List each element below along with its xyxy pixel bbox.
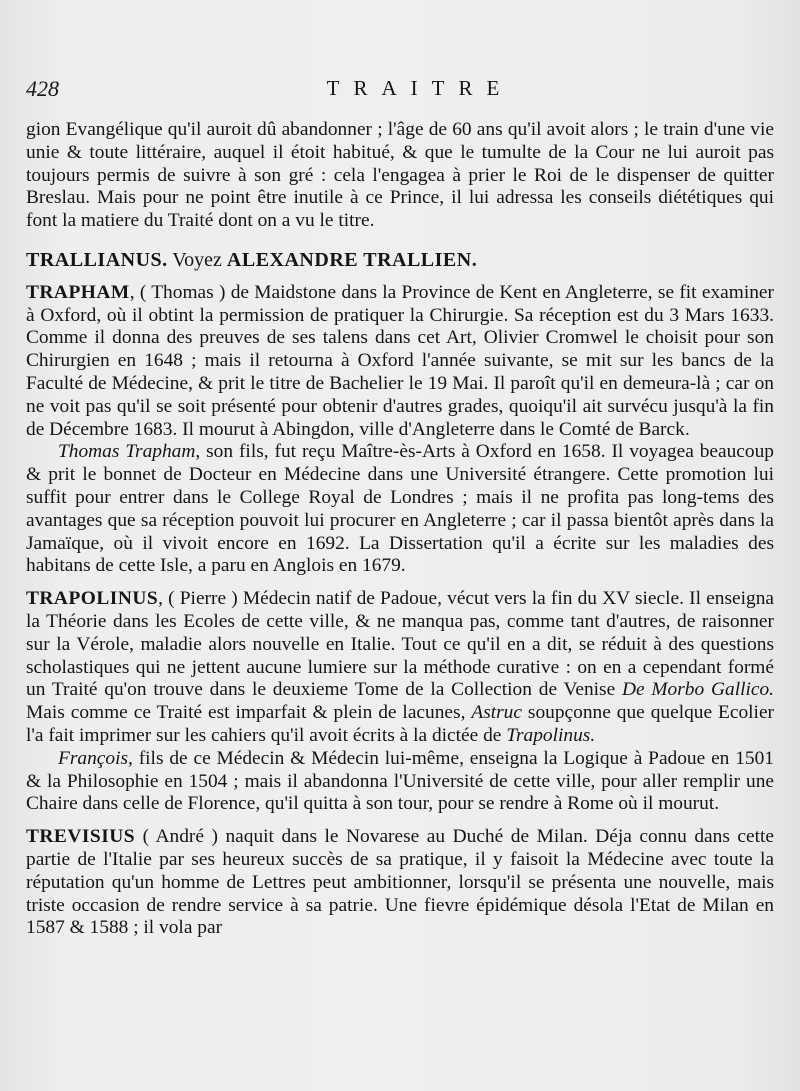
son-text-trapham: , son fils, fut reçu Maître-ès-Arts à Oxford en 1658. Il voyagea beaucoup & prit le bonnet de Docteur en Médecine dans une Université étrangere. Cette promotion lui suffit pour entrer dans le College Royal de Londres ; mais il ne profita pas long-tems des avantages que sa réception pouvoit lui procurer en Angleterre ; car il passa bientôt après dans la Jamaïque, où il vivoit encore en 1692. La Dissertation qu'il a écrite sur les maladies des habitans de cette Isle, a paru en Anglois en 1679.: [26, 441, 774, 577]
entry-head-trallianus: TRALLIANUS.: [26, 248, 168, 271]
page-number: 428: [26, 76, 59, 101]
trapolinus-name: Trapolinus.: [506, 724, 596, 746]
astruc-name: Astruc: [471, 702, 522, 724]
entry-trapolinus-son: [26, 748, 774, 816]
page-body: [26, 119, 774, 940]
entry-trallianus: [26, 249, 774, 272]
entry-head-trapolinus: TRAPOLINUS: [26, 588, 159, 610]
entry-trapham: [26, 282, 774, 442]
entry-text-trevisius: ( André ) naquit dans le Novarese au Duché de Milan. Déja connu dans cette partie de l'Italie par ses heureux succès de sa pratique, il y faisoit la Médecine avec toute la réputation qu'un homme de Lettres peut ambitionner, lorsqu'il se présenta une nouvelle, mais triste occasion de rendre service à sa patrie. Une fievre épidémique désola l'Etat de Milan en 1587 & 1588 ; il vola par: [26, 826, 774, 939]
work-title: De Morbo Gallico.: [622, 679, 774, 701]
son-name-trapolinus: François: [58, 747, 129, 769]
entry-text-trapolinus-3: soupçonne que quelque Ecolier l'a fait imprimer sur les cahiers qu'il avoit écrits à la dictée de: [26, 702, 775, 746]
cross-reference: ALEXANDRE TRALLIEN.: [226, 248, 478, 271]
entry-head-trapham: TRAPHAM: [26, 281, 130, 303]
entry-trapham-son: [26, 441, 774, 578]
entry-text-trapolinus: , ( Pierre ) Médecin natif de Padoue, vécut vers la fin du XV siecle. Il enseigna la Théorie dans les Ecoles de cette ville, & ne manqua pas, comme tant d'autres, de raisonner sur la Vérole, maladie alors nouvelle en Italie. Tout ce qu'il en a dit, se réduit à des questions scholastiques qui ne jettent aucune lumiere sur la méthode curative : on en a cependant formé un Traité qu'on trouve dans le deuxieme Tome de la Collection de Venise: [26, 588, 774, 701]
entry-head-trevisius: TREVISIUS: [26, 826, 136, 848]
entry-text-trapham: , ( Thomas ) de Maidstone dans la Province de Kent en Angleterre, se fit examiner à Oxford, où il obtint la permission de pratiquer la Chirurgie. Sa réception est du 3 Mars 1633. Comme il donna des preuves de ses talens dans cet Art, Olivier Cromwel le choisit pour son Chirurgien en 1648 ; mais il retourna à Oxford l'année suivante, se mit sur les bancs de la Faculté de Médecine, & prit le titre de Bachelier le 19 Mai. Il paroît qu'il en demeura-là ; car on ne voit pas qu'il se soit présenté pour obtenir d'autres grades, quoiqu'il ait survécu jusqu'à la fin de Décembre 1683. Il mourut à Abingdon, ville d'Angleterre dans le Comté de Barck.: [26, 281, 774, 440]
continuation-paragraph: gion Evangélique qu'il auroit dû abandonner ; l'âge de 60 ans qu'il avoit alors ; le train d'une vie unie & toute littéraire, auquel il étoit habitué, & que le tumulte de la Cour ne lui auroit pas toujours permis de suivre à son gré : cela l'engagea à prier le Roi de le dispenser de quitter Breslau. Mais pour ne point être inutile à ce Prince, il lui adressa les conseils diététiques qui font la matiere du Traité dont on a vu le titre.: [26, 119, 774, 232]
son-name-trapham: Thomas Trapham: [58, 441, 196, 463]
page-header: [26, 76, 774, 106]
son-text-trapolinus: , fils de ce Médecin & Médecin lui-même, enseigna la Logique à Padoue en 1501 & la Philosophie en 1504 ; mais il abandonna l'Université de cette ville, pour aller remplir une Chaire dans celle de Florence, qu'il quitta à son tour, pour se rendre à Rome où il mourut.: [26, 747, 774, 815]
entry-text-trallianus: Voyez: [167, 248, 227, 271]
entry-text-trapolinus-2: Mais comme ce Traité est imparfait & plein de lacunes,: [26, 702, 472, 724]
entry-trapolinus: [26, 588, 774, 748]
running-title: TRAITRE: [326, 76, 514, 100]
entry-trevisius: [26, 826, 774, 940]
